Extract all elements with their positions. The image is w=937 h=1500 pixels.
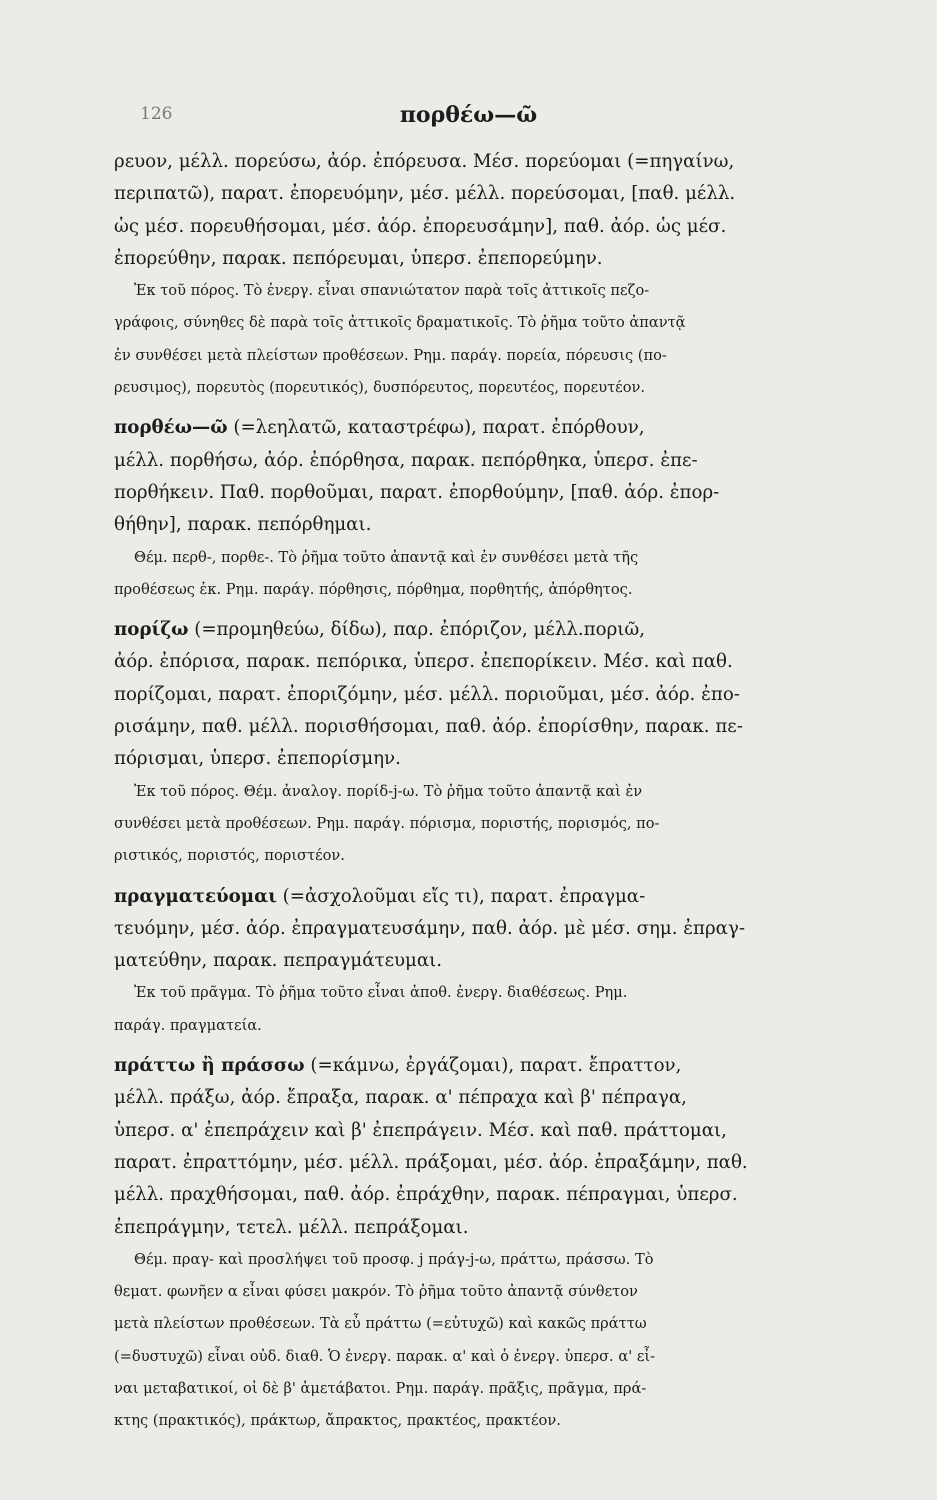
entries-column bbox=[114, 146, 874, 1438]
line-text: Ἐκ τοῦ πρᾶγμα. Τὸ ῥῆμα τοῦτο εἶναι ἀποθ. ἐνεργ. διαθέσεως. Ρημ. bbox=[134, 984, 628, 1002]
line-text: ριστικός, ποριστός, ποριστέον. bbox=[114, 847, 345, 865]
text-line bbox=[114, 913, 874, 945]
note-line bbox=[114, 340, 874, 372]
line-text: ἀόρ. ἐπόρισα, παρακ. πεπόρικα, ὑπερσ. ἐπεπορίκειν. Μέσ. καὶ παθ. bbox=[114, 651, 733, 673]
note-line bbox=[114, 840, 874, 872]
note-line bbox=[114, 776, 874, 808]
dictionary-entry-poreuo-cont bbox=[114, 146, 874, 404]
line-text: προθέσεως ἐκ. Ρημ. παράγ. πόρθησις, πόρθημα, πορθητής, ἀπόρθητος. bbox=[114, 580, 633, 598]
note-line bbox=[114, 977, 874, 1009]
line-text: μέλλ. πράξω, ἀόρ. ἔπραξα, παρακ. α' πέπραχα καὶ β' πέπραγα, bbox=[114, 1087, 687, 1109]
text-line bbox=[114, 146, 874, 178]
text-line bbox=[114, 743, 874, 775]
line-text: Θέμ. περθ-, πορθε-. Τὸ ῥῆμα τοῦτο ἀπαντᾷ καὶ ἐν συνθέσει μετὰ τῆς bbox=[134, 548, 639, 566]
line-text: ματεύθην, παρακ. πεπραγμάτευμαι. bbox=[114, 950, 443, 972]
line-text: (=λεηλατῶ, καταστρέφω), παρατ. ἐπόρθουν, bbox=[227, 417, 645, 439]
line-text: περιπατῶ), παρατ. ἐπορευόμην, μέσ. μέλλ. πορεύσομαι, [παθ. μέλλ. bbox=[114, 183, 736, 205]
text-line bbox=[114, 1082, 874, 1114]
line-text: παρατ. ἐπραττόμην, μέσ. μέλλ. πράξομαι, μέσ. ἀόρ. ἐπραξάμην, παθ. bbox=[114, 1151, 748, 1173]
line-text: τευόμην, μέσ. ἀόρ. ἐπραγματευσάμην, παθ. ἀόρ. μὲ μέσ. σημ. ἐπραγ- bbox=[114, 917, 745, 939]
text-line bbox=[114, 1050, 874, 1082]
running-head: πορθέω—ῶ bbox=[399, 102, 538, 128]
line-text: μέλλ. πραχθήσομαι, παθ. ἀόρ. ἐπράχθην, παρακ. πέπραγμαι, ὑπερσ. bbox=[114, 1184, 738, 1206]
note-line bbox=[114, 574, 874, 606]
text-line bbox=[114, 243, 874, 275]
text-line bbox=[114, 445, 874, 477]
text-line bbox=[114, 1179, 874, 1211]
entry-headword: πράττω ἢ πράσσω bbox=[114, 1055, 305, 1077]
line-text: κτης (πρακτικός), πράκτωρ, ἄπρακτος, πρακτέος, πρακτέον. bbox=[114, 1412, 561, 1430]
note-line bbox=[114, 372, 874, 404]
dictionary-entry-pragmateuomai bbox=[114, 881, 874, 1042]
line-text: ἐπεπράγμην, τετελ. μέλλ. πεπράξομαι. bbox=[114, 1216, 469, 1238]
text-line bbox=[114, 711, 874, 743]
note-line bbox=[114, 275, 874, 307]
line-text: ἐν συνθέσει μετὰ πλείστων προθέσεων. Ρημ. παράγ. πορεία, πόρευσις (πο- bbox=[114, 346, 667, 364]
note-line bbox=[114, 542, 874, 574]
line-text: γράφοις, σύνηθες δὲ παρὰ τοῖς ἀττικοῖς δραματικοῖς. Τὸ ῥῆμα τοῦτο ἀπαντᾷ bbox=[114, 314, 686, 332]
text-line bbox=[114, 477, 874, 509]
dictionary-entry-porizo bbox=[114, 614, 874, 872]
text-line bbox=[114, 1115, 874, 1147]
text-line bbox=[114, 679, 874, 711]
line-text: πορθήκειν. Παθ. πορθοῦμαι, παρατ. ἐπορθούμην, [παθ. ἀόρ. ἐπορ- bbox=[114, 481, 720, 503]
note-line bbox=[114, 1405, 874, 1437]
entry-gap bbox=[114, 1042, 874, 1050]
note-line bbox=[114, 1373, 874, 1405]
note-line bbox=[114, 1308, 874, 1340]
note-line bbox=[114, 307, 874, 339]
entry-headword: πορθέω—ῶ bbox=[114, 417, 228, 439]
line-text: ναι μεταβατικοί, οἱ δὲ β' ἀμετάβατοι. Ρημ. παράγ. πρᾶξις, πρᾶγμα, πρά- bbox=[114, 1379, 647, 1397]
line-text: ὑπερσ. α' ἐπεπράχειν καὶ β' ἐπεπράγειν. Μέσ. καὶ παθ. πράττομαι, bbox=[114, 1119, 727, 1141]
page-header bbox=[0, 96, 937, 136]
entry-headword: πορίζω bbox=[114, 619, 189, 641]
line-text: Ἐκ τοῦ πόρος. Τὸ ἐνεργ. εἶναι σπανιώτατον παρὰ τοῖς ἀττικοῖς πεζο- bbox=[134, 282, 650, 300]
line-text: (=κάμνω, ἐργάζομαι), παρατ. ἔπραττον, bbox=[304, 1055, 682, 1077]
dictionary-entry-portheo bbox=[114, 412, 874, 606]
text-line bbox=[114, 211, 874, 243]
note-line bbox=[114, 808, 874, 840]
entry-gap bbox=[114, 606, 874, 614]
note-line bbox=[114, 1244, 874, 1276]
text-line bbox=[114, 1147, 874, 1179]
line-text: Ἐκ τοῦ πόρος. Θέμ. ἀναλογ. πορίδ-j-ω. Τὸ ῥῆμα τοῦτο ἀπαντᾷ καὶ ἐν bbox=[134, 782, 643, 800]
note-line bbox=[114, 1010, 874, 1042]
line-text: μέλλ. πορθήσω, ἀόρ. ἐπόρθησα, παρακ. πεπόρθηκα, ὑπερσ. ἐπε- bbox=[114, 449, 698, 471]
text-line bbox=[114, 1212, 874, 1244]
line-text: πορίζομαι, παρατ. ἐποριζόμην, μέσ. μέλλ. ποριοῦμαι, μέσ. ἀόρ. ἐπο- bbox=[114, 683, 740, 705]
line-text: θήθην], παρακ. πεπόρθημαι. bbox=[114, 514, 372, 536]
line-text: συνθέσει μετὰ προθέσεων. Ρημ. παράγ. πόρισμα, ποριστής, πορισμός, πο- bbox=[114, 814, 660, 832]
line-text: παράγ. πραγματεία. bbox=[114, 1016, 262, 1034]
line-text: ὡς μέσ. πορευθήσομαι, μέσ. ἀόρ. ἐπορευσάμην], παθ. ἀόρ. ὡς μέσ. bbox=[114, 215, 727, 237]
line-text: πόρισμαι, ὑπερσ. ἐπεπορίσμην. bbox=[114, 748, 401, 770]
text-line bbox=[114, 509, 874, 541]
text-line bbox=[114, 412, 874, 444]
line-text: ρευον, μέλλ. πορεύσω, ἀόρ. ἐπόρευσα. Μέσ. πορεύομαι (=πηγαίνω, bbox=[114, 151, 735, 172]
line-text: (=προμηθεύω, δίδω), παρ. ἐπόριζον, μέλλ.ποριῶ, bbox=[188, 619, 646, 641]
line-text: ρευσιμος), πορευτὸς (πορευτικός), δυσπόρευτος, πορευτέος, πορευτέον. bbox=[114, 379, 646, 397]
line-text: ρισάμην, παθ. μέλλ. πορισθήσομαι, παθ. ἀόρ. ἐπορίσθην, παρακ. πε- bbox=[114, 716, 743, 738]
line-text: ἐπορεύθην, παρακ. πεπόρευμαι, ὑπερσ. ἐπεπορεύμην. bbox=[114, 247, 603, 269]
text-line bbox=[114, 881, 874, 913]
entry-headword: πραγματεύομαι bbox=[114, 885, 277, 907]
text-line bbox=[114, 178, 874, 210]
text-line bbox=[114, 614, 874, 646]
line-text: Θέμ. πραγ- καὶ προσλήψει τοῦ προσφ. j πράγ-j-ω, πράττω, πράσσω. Τὸ bbox=[134, 1250, 654, 1268]
note-line bbox=[114, 1341, 874, 1373]
entry-gap bbox=[114, 404, 874, 412]
dictionary-entry-pratto bbox=[114, 1050, 874, 1438]
note-line bbox=[114, 1276, 874, 1308]
line-text: (=ἀσχολοῦμαι εἴς τι), παρατ. ἐπραγμα- bbox=[276, 885, 646, 907]
text-line bbox=[114, 945, 874, 977]
page-number: 126 bbox=[140, 104, 173, 124]
line-text: θεματ. φωνῆεν α εἶναι φύσει μακρόν. Τὸ ῥῆμα τοῦτο ἀπαντᾷ σύνθετον bbox=[114, 1283, 638, 1301]
entry-gap bbox=[114, 873, 874, 881]
line-text: μετὰ πλείστων προθέσεων. Τὰ εὖ πράττω (=εὐτυχῶ) καὶ κακῶς πράττω bbox=[114, 1315, 647, 1333]
text-line bbox=[114, 646, 874, 678]
line-text: (=δυστυχῶ) εἶναι οὐδ. διαθ. Ὁ ἐνεργ. παρακ. α' καὶ ὁ ἐνεργ. ὑπερσ. α' εἶ- bbox=[114, 1347, 656, 1365]
